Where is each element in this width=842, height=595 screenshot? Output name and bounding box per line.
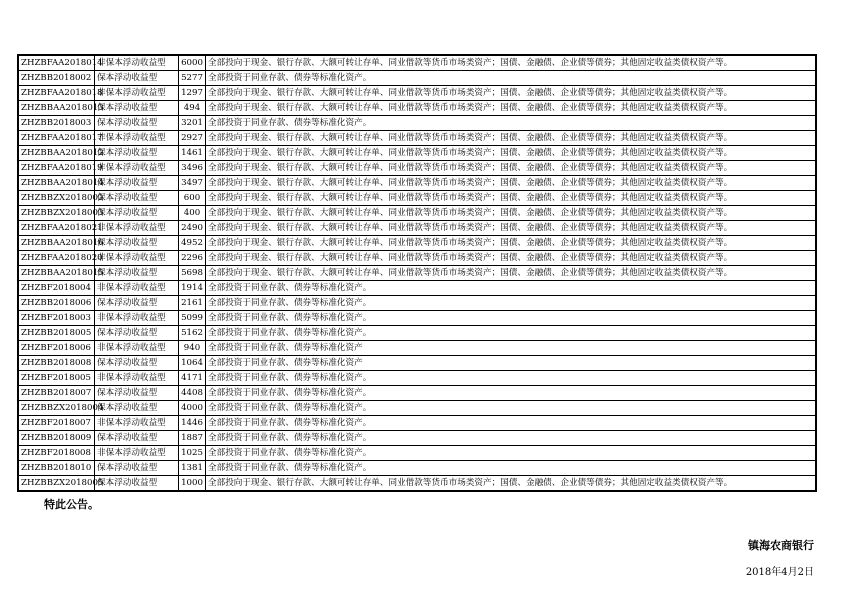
investment-scope-cell: 全部投向于现金、银行存款、大额可转让存单、同业借款等货币市场类资产；国债、金融债、企业债等债券；其他固定收益类债权资产等。 — [206, 266, 817, 281]
investment-scope-cell: 全部投资于同业存款、债券等标准化资产。 — [206, 296, 817, 311]
product-type-cell: 保本浮动收益型 — [95, 116, 179, 131]
product-type-cell: 保本浮动收益型 — [95, 356, 179, 371]
investment-scope-cell: 全部投资于同业存款、债券等标准化资产。 — [206, 461, 817, 476]
amount-cell: 6000 — [179, 55, 206, 71]
table-row — [18, 461, 816, 476]
table-row — [18, 476, 816, 492]
product-type-cell: 非保本浮动收益型 — [95, 251, 179, 266]
product-code-cell: ZHZBBAA2018014 — [18, 176, 95, 191]
product-code-cell: ZHZBBAA2018015 — [18, 266, 95, 281]
table-row — [18, 401, 816, 416]
amount-cell: 5277 — [179, 71, 206, 86]
investment-scope-cell: 全部投资于同业存款、债券等标准化资产。 — [206, 326, 817, 341]
amount-cell: 400 — [179, 206, 206, 221]
product-code-cell: ZHZBB2018009 — [18, 431, 95, 446]
product-type-cell: 保本浮动收益型 — [95, 191, 179, 206]
product-type-cell: 保本浮动收益型 — [95, 101, 179, 116]
product-type-cell: 保本浮动收益型 — [95, 326, 179, 341]
investment-scope-cell: 全部投资于同业存款、债券等标准化资产。 — [206, 311, 817, 326]
product-code-cell: ZHZBBZX2018004 — [18, 401, 95, 416]
investment-scope-cell: 全部投向于现金、银行存款、大额可转让存单、同业借款等货币市场类资产；国债、金融债、企业债等债券；其他固定收益类债权资产等。 — [206, 86, 817, 101]
product-code-cell: ZHZBF2018004 — [18, 281, 95, 296]
amount-cell: 2296 — [179, 251, 206, 266]
table-row — [18, 86, 816, 101]
product-type-cell: 非保本浮动收益型 — [95, 341, 179, 356]
amount-cell: 4000 — [179, 401, 206, 416]
table-row — [18, 431, 816, 446]
product-code-cell: ZHZBFAA2018017 — [18, 131, 95, 146]
investment-scope-cell: 全部投向于现金、银行存款、大额可转让存单、同业借款等货币市场类资产；国债、金融债、企业债等债券；其他固定收益类债权资产等。 — [206, 476, 817, 492]
investment-scope-cell: 全部投向于现金、银行存款、大额可转让存单、同业借款等货币市场类资产；国债、金融债、企业债等债券；其他固定收益类债权资产等。 — [206, 191, 817, 206]
investment-scope-cell: 全部投向于现金、银行存款、大额可转让存单、同业借款等货币市场类资产；国债、金融债、企业债等债券；其他固定收益类债权资产等。 — [206, 101, 817, 116]
amount-cell: 1381 — [179, 461, 206, 476]
product-code-cell: ZHZBF2018006 — [18, 341, 95, 356]
table-row — [18, 386, 816, 401]
investment-scope-cell: 全部投向于现金、银行存款、大额可转让存单、同业借款等货币市场类资产；国债、金融债、企业债等债券；其他固定收益类债权资产等。 — [206, 55, 817, 71]
table-row — [18, 146, 816, 161]
amount-cell: 2161 — [179, 296, 206, 311]
product-type-cell: 保本浮动收益型 — [95, 401, 179, 416]
table-row — [18, 221, 816, 236]
table-row — [18, 191, 816, 206]
product-code-cell: ZHZBF2018008 — [18, 446, 95, 461]
amount-cell: 5162 — [179, 326, 206, 341]
product-code-cell: ZHZBBAA2018013 — [18, 101, 95, 116]
investment-scope-cell: 全部投资于同业存款、债券等标准化资产。 — [206, 401, 817, 416]
product-type-cell: 保本浮动收益型 — [95, 236, 179, 251]
product-table — [17, 54, 817, 492]
investment-scope-cell: 全部投向于现金、银行存款、大额可转让存单、同业借款等货币市场类资产；国债、金融债、企业债等债券；其他固定收益类债权资产等。 — [206, 176, 817, 191]
table-row — [18, 356, 816, 371]
product-code-cell: ZHZBB2018008 — [18, 356, 95, 371]
product-type-cell: 保本浮动收益型 — [95, 296, 179, 311]
investment-scope-cell: 全部投资于同业存款、债券等标准化资产 — [206, 356, 817, 371]
product-code-cell: ZHZBFAA2018014 — [18, 55, 95, 71]
investment-scope-cell: 全部投向于现金、银行存款、大额可转让存单、同业借款等货币市场类资产；国债、金融债、企业债等债券；其他固定收益类债权资产等。 — [206, 161, 817, 176]
product-code-cell: ZHZBB2018003 — [18, 116, 95, 131]
product-code-cell: ZHZBB2018007 — [18, 386, 95, 401]
table-row — [18, 251, 816, 266]
notice-date: 2018年4月2日 — [745, 567, 814, 578]
table-row — [18, 281, 816, 296]
table-row — [18, 55, 816, 71]
investment-scope-cell: 全部投资于同业存款、债券等标准化资产。 — [206, 71, 817, 86]
table-row — [18, 341, 816, 356]
table-row — [18, 416, 816, 431]
amount-cell: 2490 — [179, 221, 206, 236]
amount-cell: 4171 — [179, 371, 206, 386]
product-type-cell: 非保本浮动收益型 — [95, 161, 179, 176]
product-type-cell: 非保本浮动收益型 — [95, 86, 179, 101]
table-row — [18, 446, 816, 461]
amount-cell: 2927 — [179, 131, 206, 146]
product-code-cell: ZHZBBAA2018012 — [18, 146, 95, 161]
product-type-cell: 保本浮动收益型 — [95, 71, 179, 86]
amount-cell: 3496 — [179, 161, 206, 176]
product-code-cell: ZHZBBZX2018005 — [18, 476, 95, 492]
product-type-cell: 保本浮动收益型 — [95, 266, 179, 281]
table-row — [18, 101, 816, 116]
product-code-cell: ZHZBFAA2018020 — [18, 251, 95, 266]
amount-cell: 1914 — [179, 281, 206, 296]
product-code-cell: ZHZBF2018007 — [18, 416, 95, 431]
table-row — [18, 161, 816, 176]
amount-cell: 1064 — [179, 356, 206, 371]
product-code-cell: ZHZBF2018005 — [18, 371, 95, 386]
product-type-cell: 非保本浮动收益型 — [95, 281, 179, 296]
product-code-cell: ZHZBBAA2018016 — [18, 236, 95, 251]
investment-scope-cell: 全部投资于同业存款、债券等标准化资产。 — [206, 116, 817, 131]
product-type-cell: 保本浮动收益型 — [95, 146, 179, 161]
product-code-cell: ZHZBFAA2018018 — [18, 86, 95, 101]
product-code-cell: ZHZBFAA2018019 — [18, 161, 95, 176]
product-type-cell: 非保本浮动收益型 — [95, 55, 179, 71]
bank-name: 镇海农商银行 — [748, 539, 814, 552]
amount-cell: 5099 — [179, 311, 206, 326]
investment-scope-cell: 全部投资于同业存款、债券等标准化资产。 — [206, 386, 817, 401]
product-code-cell: ZHZBB2018010 — [18, 461, 95, 476]
table-row — [18, 131, 816, 146]
amount-cell: 600 — [179, 191, 206, 206]
amount-cell: 3497 — [179, 176, 206, 191]
investment-scope-cell: 全部投资于同业存款、债券等标准化资产 — [206, 341, 817, 356]
table-row — [18, 206, 816, 221]
investment-scope-cell: 全部投向于现金、银行存款、大额可转让存单、同业借款等货币市场类资产；国债、金融债、企业债等债券；其他固定收益类债权资产等。 — [206, 146, 817, 161]
amount-cell: 494 — [179, 101, 206, 116]
table-row — [18, 176, 816, 191]
amount-cell: 4952 — [179, 236, 206, 251]
product-code-cell: ZHZBF2018003 — [18, 311, 95, 326]
table-row — [18, 371, 816, 386]
amount-cell: 1297 — [179, 86, 206, 101]
table-row — [18, 116, 816, 131]
amount-cell: 1000 — [179, 476, 206, 492]
table-row — [18, 266, 816, 281]
product-type-cell: 保本浮动收益型 — [95, 431, 179, 446]
table-row — [18, 311, 816, 326]
product-type-cell: 非保本浮动收益型 — [95, 446, 179, 461]
investment-scope-cell: 全部投向于现金、银行存款、大额可转让存单、同业借款等货币市场类资产；国债、金融债、企业债等债券；其他固定收益类债权资产等。 — [206, 221, 817, 236]
amount-cell: 5698 — [179, 266, 206, 281]
investment-scope-cell: 全部投资于同业存款、债券等标准化资产。 — [206, 281, 817, 296]
amount-cell: 1887 — [179, 431, 206, 446]
product-type-cell: 保本浮动收益型 — [95, 386, 179, 401]
investment-scope-cell: 全部投资于同业存款、债券等标准化资产。 — [206, 431, 817, 446]
investment-scope-cell: 全部投资于同业存款、债券等标准化资产。 — [206, 446, 817, 461]
product-code-cell: ZHZBBZX2018003 — [18, 206, 95, 221]
product-type-cell: 非保本浮动收益型 — [95, 221, 179, 236]
table-row — [18, 71, 816, 86]
table-row — [18, 296, 816, 311]
investment-scope-cell: 全部投向于现金、银行存款、大额可转让存单、同业借款等货币市场类资产；国债、金融债、企业债等债券；其他固定收益类债权资产等。 — [206, 131, 817, 146]
amount-cell: 940 — [179, 341, 206, 356]
amount-cell: 1446 — [179, 416, 206, 431]
product-code-cell: ZHZBFAA2018021 — [18, 221, 95, 236]
product-type-cell: 非保本浮动收益型 — [95, 416, 179, 431]
product-type-cell: 非保本浮动收益型 — [95, 371, 179, 386]
product-type-cell: 非保本浮动收益型 — [95, 131, 179, 146]
product-code-cell: ZHZBB2018005 — [18, 326, 95, 341]
amount-cell: 3201 — [179, 116, 206, 131]
table-row — [18, 236, 816, 251]
product-type-cell: 保本浮动收益型 — [95, 176, 179, 191]
amount-cell: 4408 — [179, 386, 206, 401]
amount-cell: 1461 — [179, 146, 206, 161]
product-code-cell: ZHZBB2018002 — [18, 71, 95, 86]
product-code-cell: ZHZBBZX2018002 — [18, 191, 95, 206]
product-type-cell: 保本浮动收益型 — [95, 476, 179, 492]
investment-scope-cell: 全部投向于现金、银行存款、大额可转让存单、同业借款等货币市场类资产；国债、金融债、企业债等债券；其他固定收益类债权资产等。 — [206, 206, 817, 221]
investment-scope-cell: 全部投资于同业存款、债券等标准化资产。 — [206, 371, 817, 386]
product-type-cell: 非保本浮动收益型 — [95, 311, 179, 326]
amount-cell: 1025 — [179, 446, 206, 461]
product-table-body — [18, 55, 816, 491]
table-row — [18, 326, 816, 341]
notice-text: 特此公告。 — [44, 498, 99, 511]
product-code-cell: ZHZBB2018006 — [18, 296, 95, 311]
investment-scope-cell: 全部投向于现金、银行存款、大额可转让存单、同业借款等货币市场类资产；国债、金融债、企业债等债券；其他固定收益类债权资产等。 — [206, 251, 817, 266]
investment-scope-cell: 全部投向于现金、银行存款、大额可转让存单、同业借款等货币市场类资产；国债、金融债、企业债等债券；其他固定收益类债权资产等。 — [206, 236, 817, 251]
investment-scope-cell: 全部投资于同业存款、债券等标准化资产。 — [206, 416, 817, 431]
product-type-cell: 保本浮动收益型 — [95, 461, 179, 476]
product-type-cell: 保本浮动收益型 — [95, 206, 179, 221]
